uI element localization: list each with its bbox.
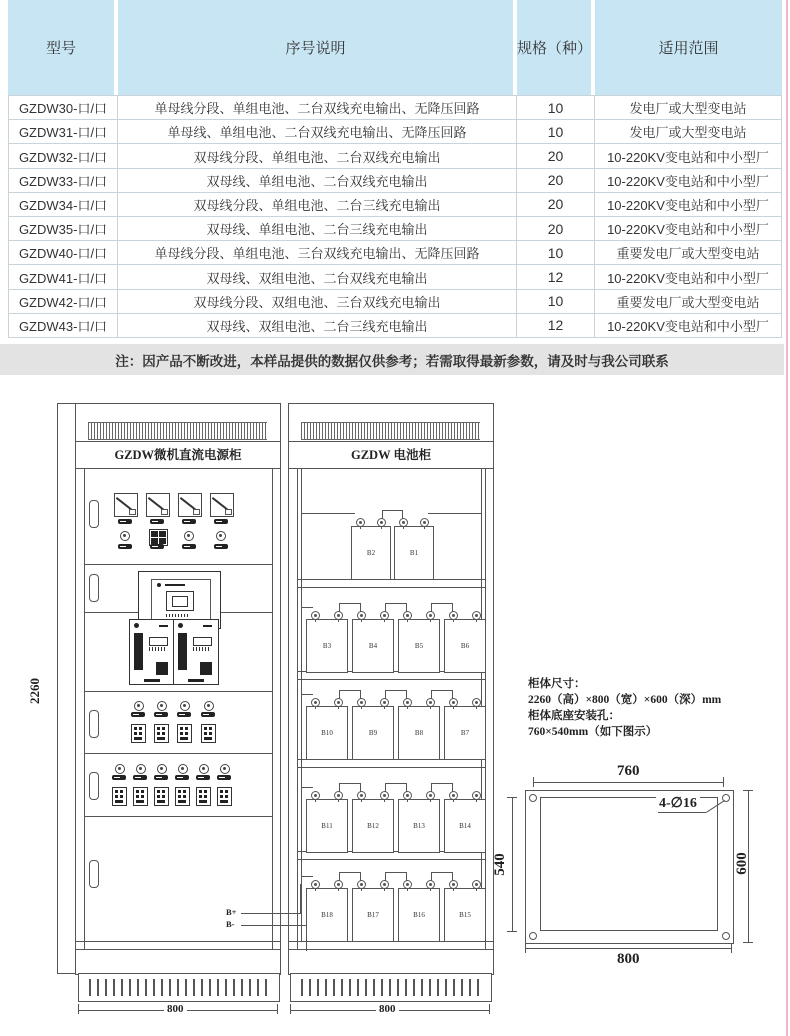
cell-spec: 10 (517, 241, 595, 264)
cell-model: GZDW34-口/口 (8, 193, 118, 216)
door-handle (89, 710, 99, 738)
wire-rail (481, 468, 482, 941)
line (76, 949, 280, 950)
negative-wire (241, 925, 307, 926)
cell-spec: 12 (517, 314, 595, 337)
battery-label: B10 (321, 729, 333, 737)
indicator-icon (199, 764, 209, 774)
charger-module (173, 619, 219, 685)
table-row (8, 143, 782, 167)
wire-negative-label: B- (226, 919, 235, 929)
battery-label: B16 (413, 911, 425, 919)
dim-tick (525, 943, 526, 953)
breaker-icon (196, 787, 211, 806)
breaker-icon (201, 724, 216, 743)
mount-bottom-dim-label: 800 (614, 951, 643, 968)
label-plate-icon (182, 519, 196, 524)
battery-label: B15 (459, 911, 471, 919)
battery-label: B3 (322, 642, 332, 650)
table-row (8, 289, 782, 313)
cell-description: 双母线、双组电池、二台三线充电输出 (118, 314, 517, 337)
right-width-dim-label: 800 (376, 1003, 399, 1015)
wire (301, 787, 313, 788)
mount-top-dim-line (533, 782, 724, 783)
left-width-dim-label: 800 (164, 1003, 187, 1015)
meter-icon (146, 493, 170, 517)
label-plate-icon (154, 775, 168, 780)
meter-icon (210, 493, 234, 517)
label-plate-icon (214, 519, 228, 524)
battery (398, 799, 440, 853)
dim-tick (507, 797, 517, 798)
battery-label: B14 (459, 822, 471, 830)
note-text: 注：因产品不断改进，本样品提供的数据仅供参考；若需取得最新参数，请及时与我公司联系 (115, 353, 669, 369)
wire (301, 876, 313, 877)
cell-model: GZDW31-口/口 (8, 120, 118, 143)
label-plate-icon (150, 519, 164, 524)
table-row (8, 95, 782, 119)
line (76, 441, 280, 442)
label-plate-icon (133, 775, 147, 780)
cell-description: 双母线、单组电池、二台双线充电输出 (118, 169, 517, 192)
wire (301, 607, 313, 608)
cell-spec: 20 (517, 193, 595, 216)
indicator-icon (134, 701, 144, 711)
mount-holes-label: 4-∅16 (656, 795, 700, 812)
label-plate-icon (118, 519, 132, 524)
shelf-line (297, 587, 486, 588)
battery-label: B6 (460, 642, 470, 650)
battery (398, 888, 440, 942)
mount-hole-icon (529, 932, 537, 940)
cell-description: 双母线、单组电池、二台三线充电输出 (118, 217, 517, 240)
battery (444, 888, 486, 942)
mount-left-dim-label: 540 (491, 853, 508, 876)
dim-tick (489, 1004, 490, 1014)
indicator-icon (180, 701, 190, 711)
cell-spec: 10 (517, 290, 595, 313)
panel-divider-line (84, 564, 273, 565)
cell-model: GZDW42-口/口 (8, 290, 118, 313)
cell-range: 发电厂或大型变电站 (595, 96, 782, 119)
dim-tick (723, 777, 724, 787)
cell-description: 双母线分段、双组电池、三台双线充电输出 (118, 290, 517, 313)
battery (351, 526, 391, 580)
label-plate-icon (177, 712, 191, 717)
battery-label: B8 (414, 729, 424, 737)
cell-model: GZDW41-口/口 (8, 265, 118, 288)
dim-tick (57, 403, 75, 404)
battery (306, 619, 348, 673)
page-edge-line (786, 0, 788, 1036)
battery (444, 619, 486, 673)
battery (444, 799, 486, 853)
label-plate-icon (201, 712, 215, 717)
battery-label: B9 (368, 729, 378, 737)
cabinet-base (78, 973, 280, 1002)
spec-table (8, 0, 782, 338)
door-handle (89, 772, 99, 800)
battery (398, 619, 440, 673)
battery-label: B17 (367, 911, 379, 919)
indicator-icon (157, 764, 167, 774)
base-vent-slots (89, 979, 269, 996)
cell-range: 10-220KV变电站和中小型厂 (595, 265, 782, 288)
dot (159, 531, 166, 537)
cell-description: 单母线分段、单组电池、二台双线充电输出、无降压回路 (118, 96, 517, 119)
indicator-icon (120, 531, 130, 541)
breaker-icon (175, 787, 190, 806)
mount-bottom-dim-line (525, 948, 732, 949)
cell-model: GZDW35-口/口 (8, 217, 118, 240)
battery-label: B13 (413, 822, 425, 830)
line (76, 468, 280, 469)
power-cabinet (75, 403, 281, 975)
panel-divider-line (84, 753, 273, 754)
cell-description: 单母线、单组电池、二台双线充电输出、无降压回路 (118, 120, 517, 143)
dot (151, 531, 158, 537)
table-row (8, 240, 782, 264)
battery (352, 706, 394, 760)
mount-left-dim-line (512, 797, 513, 931)
label-plate-icon (131, 712, 145, 717)
vent-grille (88, 422, 267, 440)
cell-range: 10-220KV变电站和中小型厂 (595, 144, 782, 167)
cell-model: GZDW30-口/口 (8, 96, 118, 119)
label-plate-icon (150, 544, 164, 549)
dim-tick (743, 942, 753, 943)
note-bar (0, 344, 784, 375)
technical-drawing (0, 395, 790, 1036)
door-handle (89, 500, 99, 528)
wire-riser (306, 925, 307, 951)
cell-model: GZDW33-口/口 (8, 169, 118, 192)
battery (306, 706, 348, 760)
battery (306, 799, 348, 853)
monitor-face (151, 579, 211, 621)
label-plate-icon (154, 712, 168, 717)
label-plate-icon (214, 544, 228, 549)
battery (306, 888, 348, 942)
battery (352, 619, 394, 673)
cell-description: 单母线分段、单组电池、三台双线充电输出、无降压回路 (118, 241, 517, 264)
cell-model: GZDW40-口/口 (8, 241, 118, 264)
panel-divider-line (84, 691, 273, 692)
door-line (84, 468, 85, 949)
cell-model: GZDW43-口/口 (8, 314, 118, 337)
breaker-icon (217, 787, 232, 806)
info-line: 2260（高）×800（宽）×600（深）mm (528, 694, 722, 706)
wire (428, 513, 481, 514)
cell-range: 10-220KV变电站和中小型厂 (595, 217, 782, 240)
mount-base-outline (525, 790, 734, 944)
cell-spec: 20 (517, 144, 595, 167)
indicator-icon (115, 764, 125, 774)
wire (301, 694, 313, 695)
indicator-icon (220, 764, 230, 774)
indicator-icon (178, 764, 188, 774)
dim-tick (57, 973, 75, 974)
table-row (8, 264, 782, 288)
battery-label: B18 (321, 911, 333, 919)
dim-tick (731, 943, 732, 953)
cell-range: 重要发电厂或大型变电站 (595, 241, 782, 264)
cell-range: 发电厂或大型变电站 (595, 120, 782, 143)
line (289, 468, 493, 469)
height-dim-line (57, 403, 58, 973)
positive-wire (241, 913, 301, 914)
dim-tick (277, 1004, 278, 1014)
cabinet-base (290, 973, 492, 1002)
cell-description: 双母线分段、单组电池、二台三线充电输出 (118, 193, 517, 216)
indicator-icon (184, 531, 194, 541)
breaker-icon (177, 724, 192, 743)
wire-riser (300, 884, 301, 914)
cell-spec: 10 (517, 96, 595, 119)
label-plate-icon (118, 544, 132, 549)
info-line: 柜体底座安装孔： (528, 710, 620, 722)
cell-spec: 20 (517, 217, 595, 240)
vent-grille (301, 422, 480, 440)
mount-top-dim-label: 760 (614, 763, 643, 780)
dim-tick (507, 931, 517, 932)
mount-hole-icon (529, 794, 537, 802)
battery-cabinet (288, 403, 494, 975)
mount-right-dim-label: 600 (733, 852, 750, 875)
table-row (8, 119, 782, 143)
col-header-spec: 规格（种） (517, 0, 595, 95)
screen-icon (166, 591, 194, 611)
dim-tick (290, 1004, 291, 1014)
battery (444, 706, 486, 760)
table-row (8, 192, 782, 216)
indicator-icon (157, 701, 167, 711)
wire (301, 513, 355, 514)
battery-label: B2 (366, 549, 376, 557)
door-line (297, 468, 298, 949)
info-line: 760×540mm（如下图示） (528, 726, 658, 738)
cell-spec: 10 (517, 120, 595, 143)
dim-tick (743, 790, 753, 791)
shelf-line (297, 579, 486, 580)
cell-spec: 20 (517, 169, 595, 192)
meter-icon (178, 493, 202, 517)
table-row (8, 313, 782, 337)
shelf-line (297, 859, 486, 860)
breaker-icon (131, 724, 146, 743)
label-plate-icon (175, 775, 189, 780)
table-row (8, 168, 782, 192)
table-header (8, 0, 782, 95)
table-body (8, 95, 782, 338)
breaker-icon (112, 787, 127, 806)
battery (352, 799, 394, 853)
dim-tick (78, 1004, 79, 1014)
line (289, 949, 493, 950)
battery (398, 706, 440, 760)
cell-spec: 12 (517, 265, 595, 288)
col-header-range: 适用范围 (595, 0, 782, 95)
power-cabinet-title: GZDW微机直流电源柜 (114, 448, 242, 462)
battery-label: B5 (414, 642, 424, 650)
battery-label: B1 (409, 549, 419, 557)
mount-inner-outline (540, 797, 718, 931)
battery (394, 526, 434, 580)
shelf-line (297, 767, 486, 768)
col-header-model: 型号 (8, 0, 118, 95)
breaker-icon (133, 787, 148, 806)
mount-hole-icon (722, 932, 730, 940)
label-plate-icon (217, 775, 231, 780)
cabinet-info-text (528, 676, 778, 740)
info-line: 柜体尺寸： (528, 678, 586, 690)
label-plate-icon (112, 775, 126, 780)
shelf-line (297, 679, 486, 680)
cell-description: 双母线、双组电池、二台双线充电输出 (118, 265, 517, 288)
meter-icon (114, 493, 138, 517)
cell-range: 10-220KV变电站和中小型厂 (595, 314, 782, 337)
door-line (272, 468, 273, 949)
battery-cabinet-title: GZDW 电池柜 (351, 448, 431, 462)
table-row (8, 216, 782, 240)
indicator-icon (136, 764, 146, 774)
line (289, 441, 493, 442)
battery (352, 888, 394, 942)
battery-label: B7 (460, 729, 470, 737)
cell-range: 重要发电厂或大型变电站 (595, 290, 782, 313)
wire-rail (301, 468, 302, 941)
base-vent-slots (301, 979, 481, 996)
charger-module (129, 619, 175, 685)
dim-tick (533, 777, 534, 787)
leader-underline (658, 812, 706, 813)
breaker-icon (154, 787, 169, 806)
indicator-icon (204, 701, 214, 711)
label-plate-icon (182, 544, 196, 549)
door-handle (89, 574, 99, 602)
door-handle (89, 860, 99, 888)
panel-divider-line (84, 816, 273, 817)
battery-label: B4 (368, 642, 378, 650)
battery-label: B11 (321, 822, 333, 830)
wire-positive-label: B+ (226, 907, 237, 917)
cell-model: GZDW32-口/口 (8, 144, 118, 167)
breaker-icon (154, 724, 169, 743)
cell-description: 双母线分段、单组电池、二台双线充电输出 (118, 144, 517, 167)
col-header-description: 序号说明 (118, 0, 517, 95)
cell-range: 10-220KV变电站和中小型厂 (595, 169, 782, 192)
indicator-icon (216, 531, 226, 541)
battery-label: B12 (367, 822, 379, 830)
line (76, 941, 280, 942)
height-dim-label: 2260 (27, 678, 42, 704)
label-plate-icon (196, 775, 210, 780)
cell-range: 10-220KV变电站和中小型厂 (595, 193, 782, 216)
